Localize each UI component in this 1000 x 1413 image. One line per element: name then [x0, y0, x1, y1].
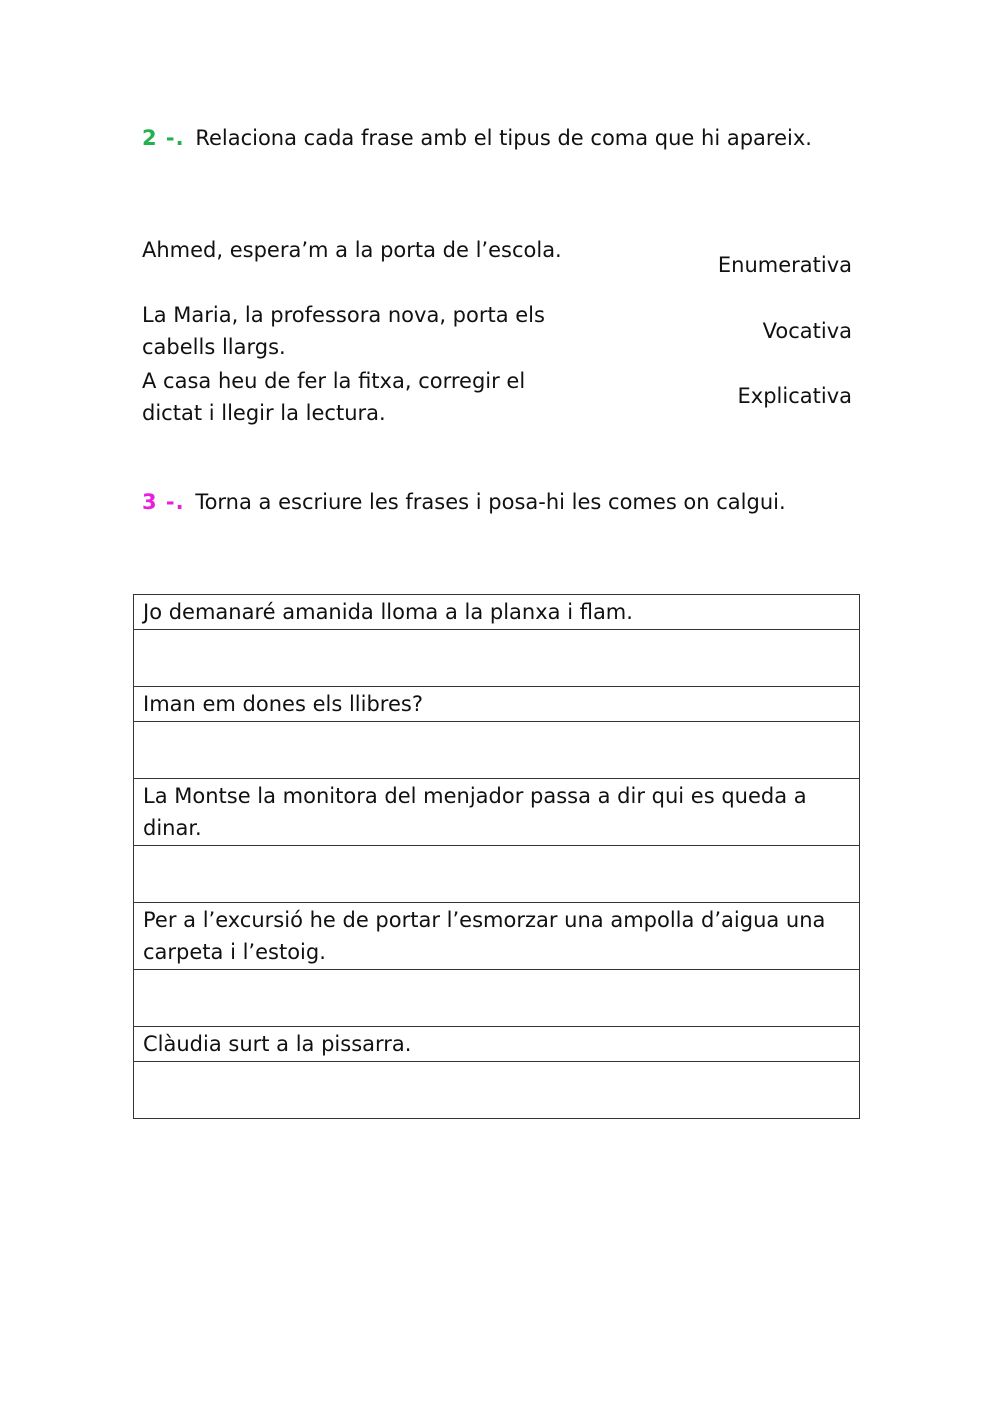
- table-row: [134, 1027, 860, 1062]
- rewrite-table: [133, 594, 860, 1119]
- table-row: [134, 1062, 860, 1119]
- match-sentence[interactable]: La Maria, la professora nova, porta els cabells llargs.: [142, 303, 545, 359]
- match-type-option[interactable]: Vocativa: [762, 319, 852, 343]
- exercise-2-number: 2 -.: [142, 126, 185, 150]
- sentence-cell: Jo demanaré amanida lloma a la planxa i flam.: [134, 595, 860, 630]
- match-type-option[interactable]: Enumerativa: [717, 253, 852, 277]
- answer-field[interactable]: [134, 630, 860, 687]
- table-row: [134, 970, 860, 1027]
- match-sentence[interactable]: A casa heu de fer la fitxa, corregir el dictat i llegir la lectura.: [142, 369, 526, 425]
- answer-field[interactable]: [134, 1062, 860, 1119]
- table-row: [134, 687, 860, 722]
- table-row: [134, 722, 860, 779]
- match-type-option[interactable]: Explicativa: [737, 384, 852, 408]
- match-sentence[interactable]: Ahmed, espera’m a la porta de l’escola.: [142, 238, 562, 262]
- sentence-cell: La Montse la monitora del menjador passa a dir qui es queda a dinar.: [134, 779, 860, 846]
- exercise-3-number: 3 -.: [142, 490, 185, 514]
- sentence-cell: Per a l’excursió he de portar l’esmorzar una ampolla d’aigua una carpeta i l’estoig.: [134, 903, 860, 970]
- exercise-3-instruction: Torna a escriure les frases i posa-hi les comes on calgui.: [195, 490, 786, 514]
- exercise-2-heading: [142, 124, 812, 152]
- exercise-2-instruction: Relaciona cada frase amb el tipus de coma que hi apareix.: [195, 126, 812, 150]
- table-row: [134, 903, 860, 970]
- answer-field[interactable]: [134, 970, 860, 1027]
- table-row: [134, 846, 860, 903]
- table-row: [134, 779, 860, 846]
- table-row: [134, 630, 860, 687]
- sentence-cell: Clàudia surt a la pissarra.: [134, 1027, 860, 1062]
- table-row: [134, 595, 860, 630]
- sentence-cell: Iman em dones els llibres?: [134, 687, 860, 722]
- answer-field[interactable]: [134, 846, 860, 903]
- exercise-3-heading: [142, 488, 786, 516]
- answer-field[interactable]: [134, 722, 860, 779]
